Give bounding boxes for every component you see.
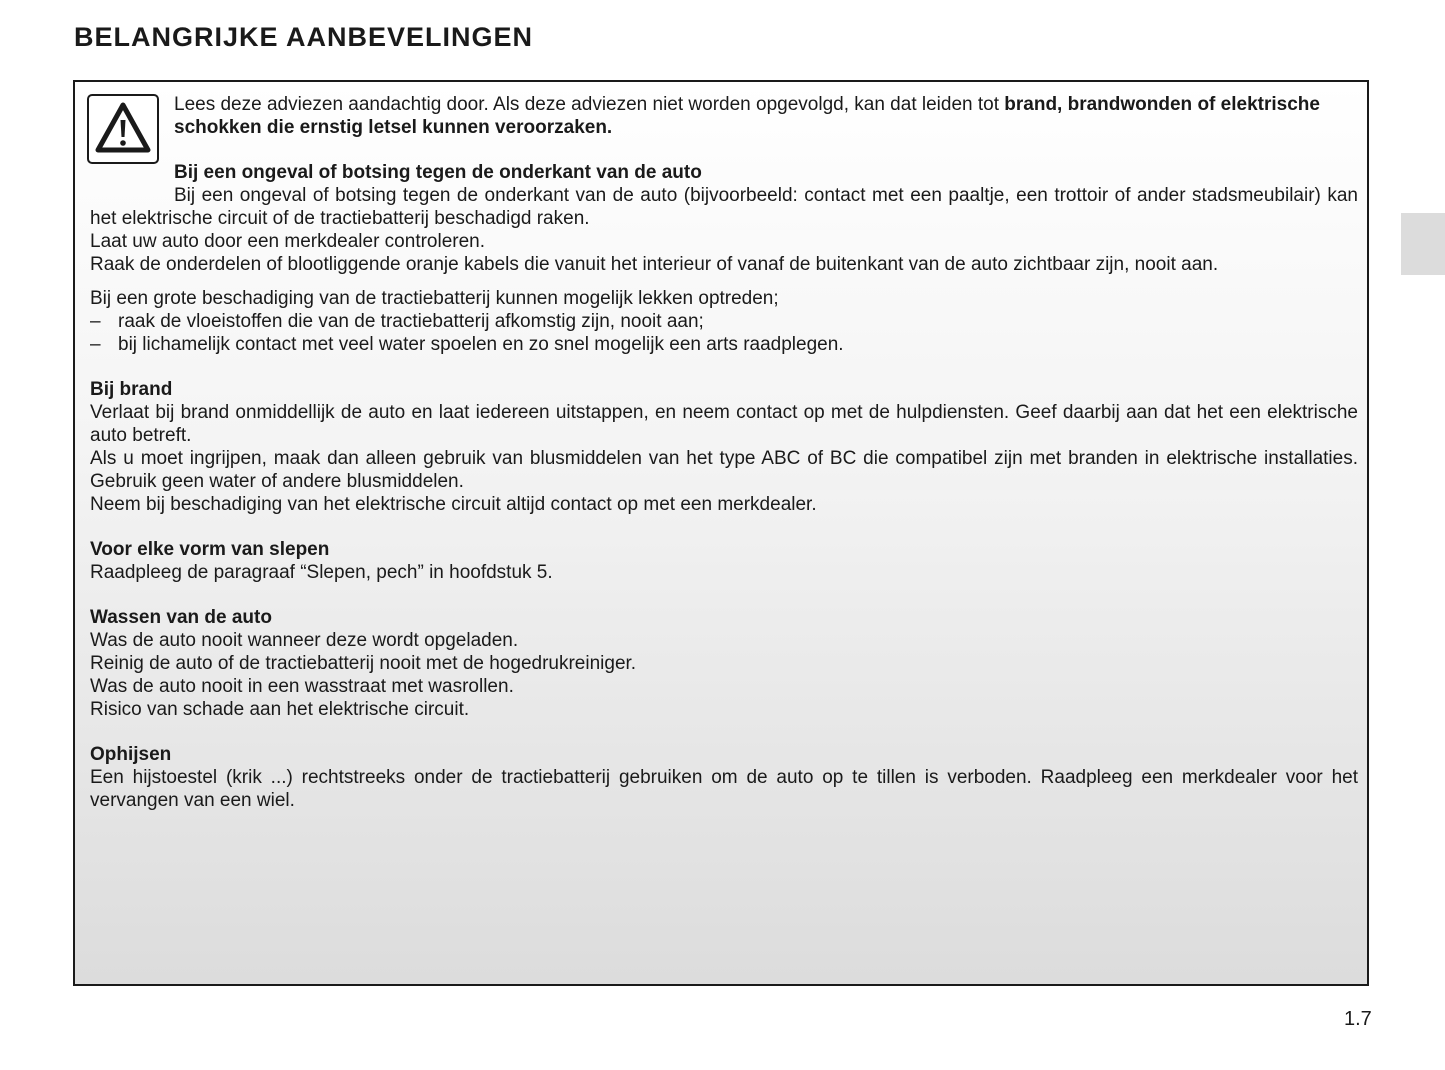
towing-paragraph: Raadpleeg de paragraaf “Slepen, pech” in hoofdstuk 5. <box>90 562 553 583</box>
lifting-paragraph: Een hijstoestel (krik ...) rechtstreeks onder de tractiebatterij gebruiken om de auto op te tillen is verboden. Raadpleeg een merkdealer voor het vervangen van een wiel. <box>90 767 1358 811</box>
section-heading-accident: Bij een ongeval of botsing tegen de onderkant van de auto <box>174 162 702 183</box>
fire-paragraph-1: Verlaat bij brand onmiddellijk de auto en laat iedereen uitstappen, en neem contact op met de hulpdiensten. Geef daarbij aan dat het een elektrische auto betreft. <box>90 402 1358 446</box>
warning-intro-text: Lees deze adviezen aandachtig door. Als deze adviezen niet worden opgevolgd, kan dat leiden tot <box>174 94 1005 115</box>
chapter-tab <box>1401 213 1445 275</box>
fire-paragraph-2: Als u moet ingrijpen, maak dan alleen gebruik van blusmiddelen van het type ABC of BC die compatibel zijn met branden in elektrische installaties. Gebruik geen water of andere blusmiddelen. <box>90 448 1358 492</box>
warning-intro <box>90 93 1358 139</box>
section-heading-lifting: Ophijsen <box>90 744 172 765</box>
washing-line: Was de auto nooit wanneer deze wordt opgeladen. <box>90 630 519 651</box>
section-heading-washing: Wassen van de auto <box>90 607 272 628</box>
bullet-dash: – <box>90 311 101 332</box>
fire-paragraph-3: Neem bij beschadiging van het elektrische circuit altijd contact op met een merkdealer. <box>90 494 817 515</box>
bullet-dash: – <box>90 334 101 355</box>
leak-intro: Bij een grote beschadiging van de tractiebatterij kunnen mogelijk lekken optreden; <box>90 288 779 309</box>
page-title: BELANGRIJKE AANBEVELINGEN <box>74 22 534 52</box>
warning-box <box>73 80 1369 986</box>
washing-line: Was de auto nooit in een wasstraat met wasrollen. <box>90 676 514 697</box>
accident-cables-warning: Raak de onderdelen of blootliggende oranje kabels die vanuit het interieur of vanaf de buitenkant van de auto zichtbaar zijn, nooit aan. <box>90 254 1219 275</box>
list-item <box>90 310 1358 333</box>
list-item-text: bij lichamelijk contact met veel water spoelen en zo snel mogelijk een arts raadplegen. <box>118 334 844 355</box>
warning-content <box>90 93 1358 812</box>
list-item-text: raak de vloeistoffen die van de tractiebatterij afkomstig zijn, nooit aan; <box>118 311 704 332</box>
section-heading-fire: Bij brand <box>90 379 173 400</box>
page-number: 1.7 <box>1344 1008 1372 1030</box>
list-item <box>90 333 1358 356</box>
washing-line: Reinig de auto of de tractiebatterij nooit met de hogedrukreiniger. <box>90 653 637 674</box>
accident-paragraph: Bij een ongeval of botsing tegen de onderkant van de auto (bijvoorbeeld: contact met een paaltje, een trottoir of ander stadsmeubilair) kan het elektrische circuit of de tractiebatterij beschadigd raken. <box>90 185 1358 229</box>
accident-dealer-check: Laat uw auto door een merkdealer controleren. <box>90 231 486 252</box>
section-heading-towing: Voor elke vorm van slepen <box>90 539 330 560</box>
warning-intro-emphasis: brand, brandwonden of elektrische schokken die ernstig letsel kunnen veroorzaken. <box>174 94 1320 138</box>
washing-line: Risico van schade aan het elektrische circuit. <box>90 699 470 720</box>
